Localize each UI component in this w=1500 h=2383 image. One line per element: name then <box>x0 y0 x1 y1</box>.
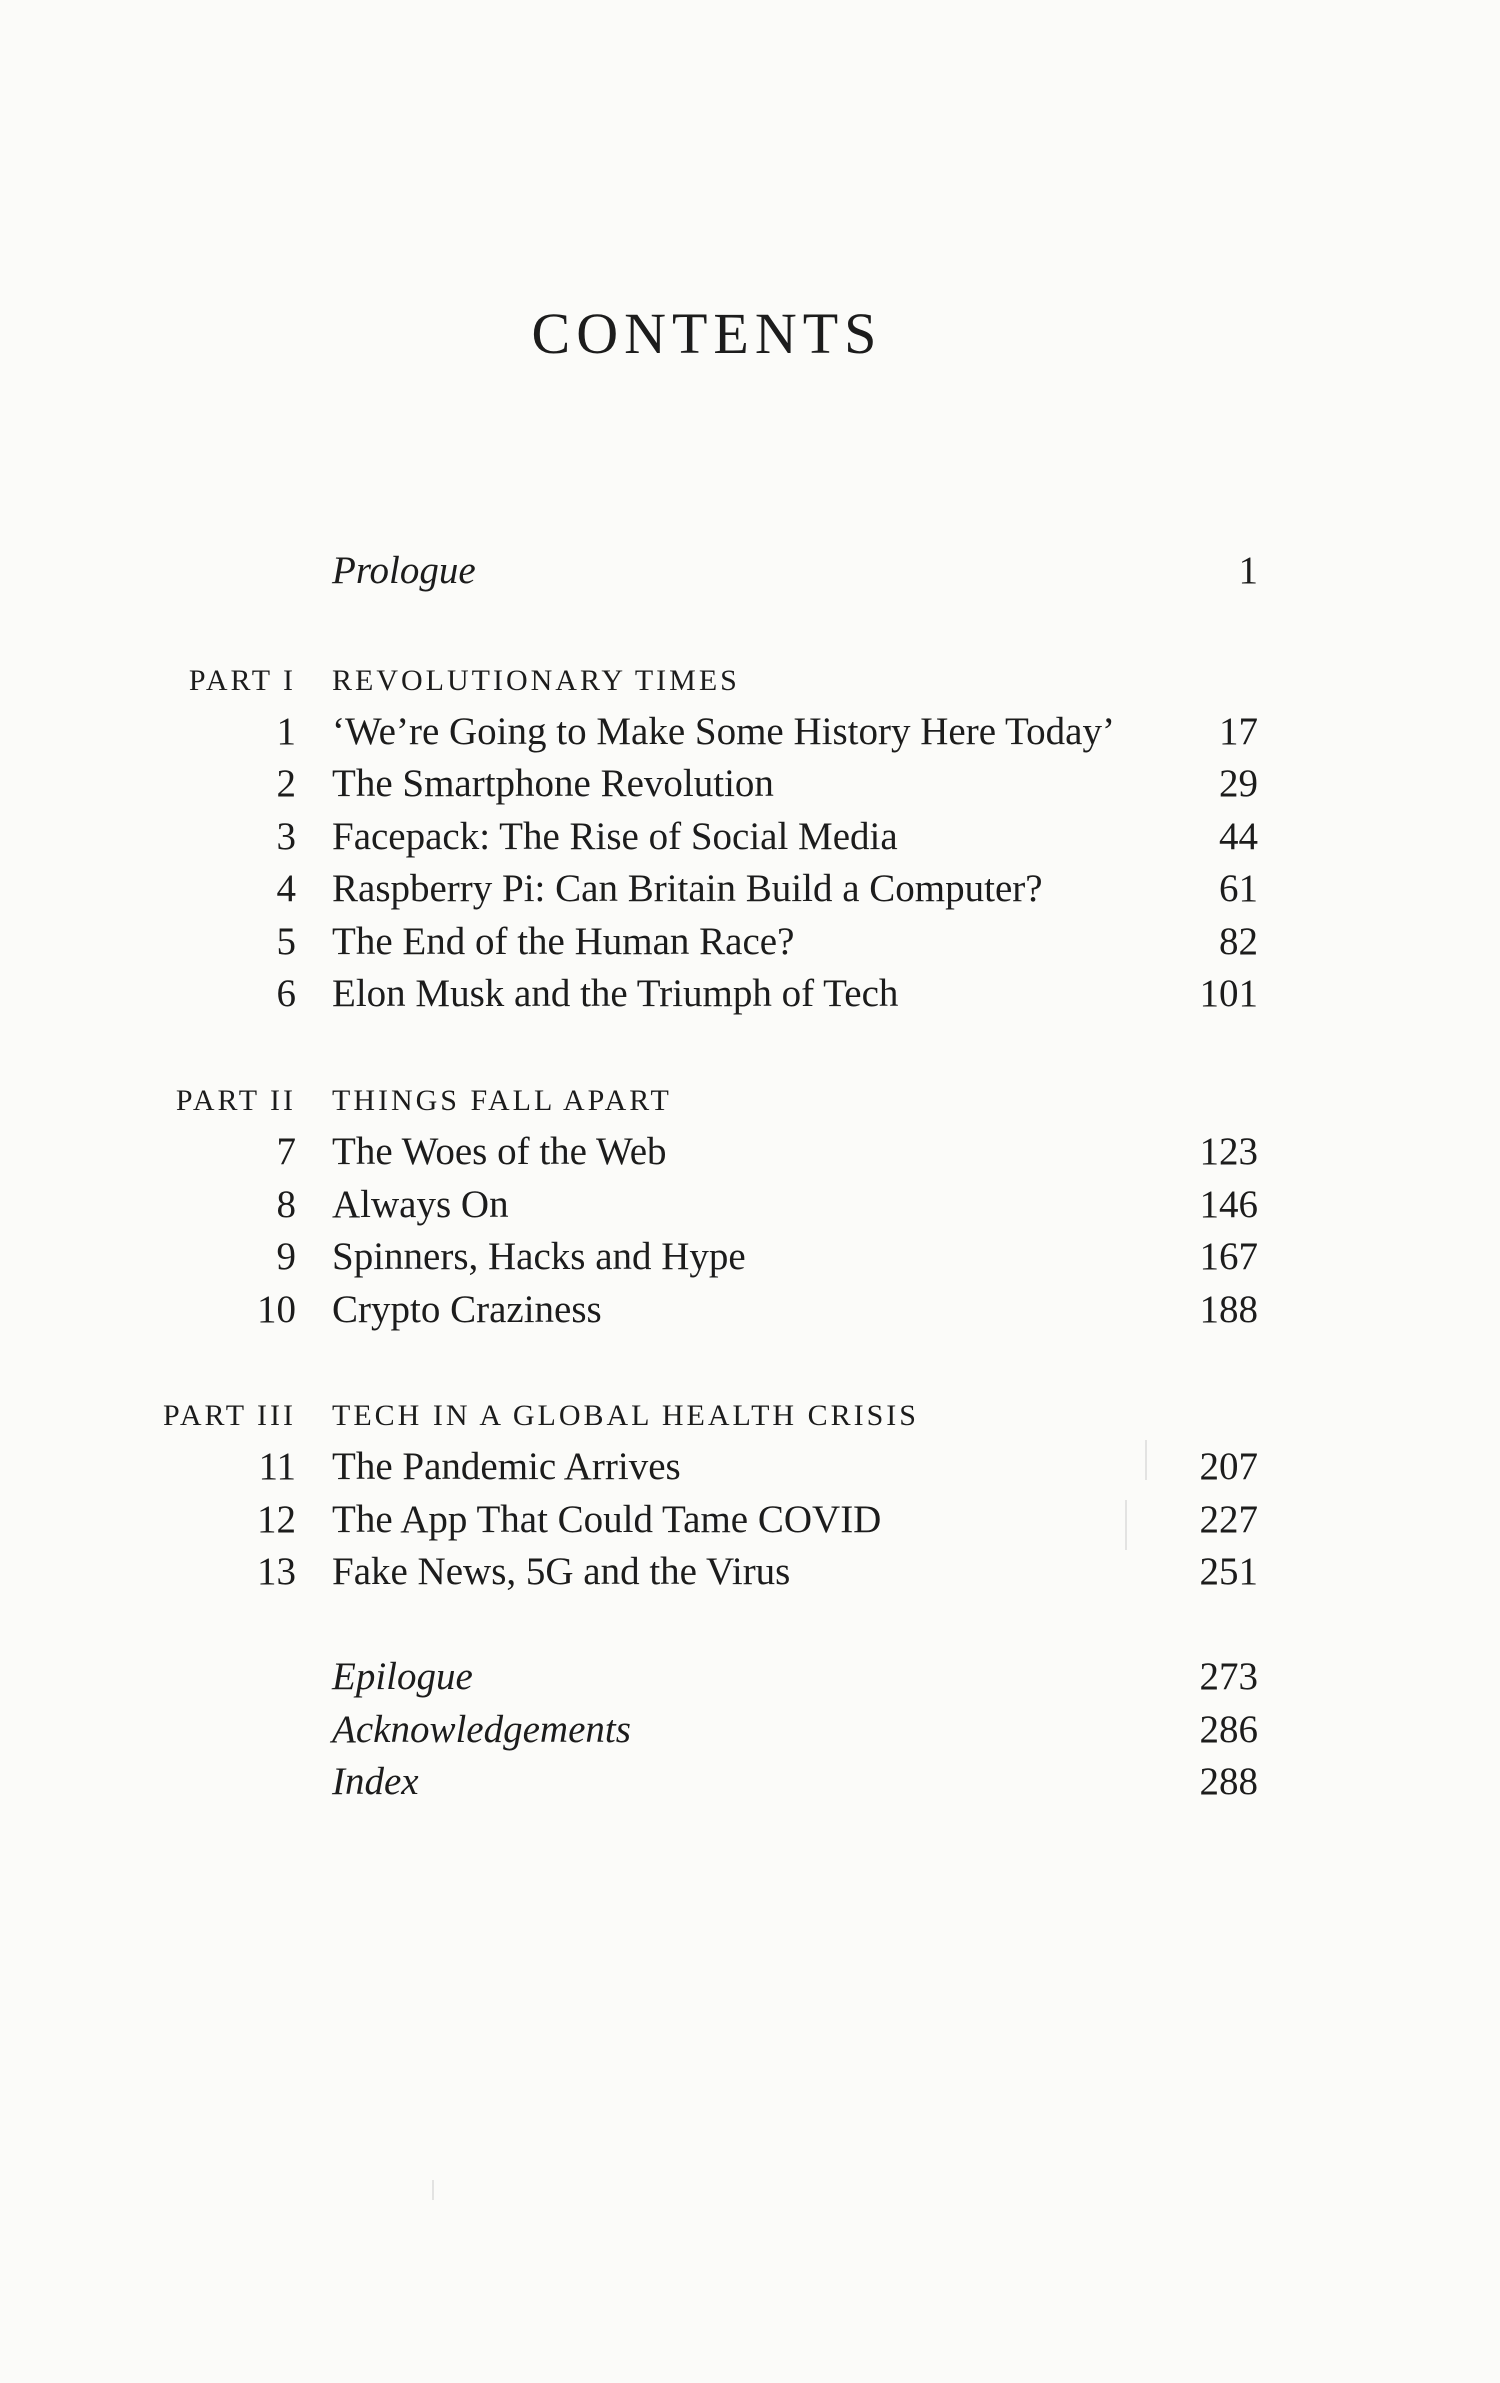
toc-chapter[interactable] <box>0 706 1500 758</box>
chapter-number: 1 <box>276 710 296 753</box>
part-title: TECH IN A GLOBAL HEALTH CRISIS <box>332 1399 919 1432</box>
toc-chapter[interactable] <box>0 863 1500 915</box>
toc-entry-title: Index <box>332 1760 419 1803</box>
toc-chapter[interactable] <box>0 916 1500 968</box>
chapter-number: 6 <box>276 972 296 1015</box>
chapter-page: 227 <box>1199 1498 1258 1541</box>
chapter-number: 12 <box>257 1498 296 1541</box>
chapter-page: 17 <box>1219 710 1258 753</box>
chapter-title: Crypto Craziness <box>332 1288 602 1331</box>
toc-chapter[interactable] <box>0 1494 1500 1546</box>
toc-entry-title: Acknowledgements <box>332 1708 631 1751</box>
chapter-number: 4 <box>276 867 296 910</box>
chapter-page: 188 <box>1199 1288 1258 1331</box>
chapter-page: 61 <box>1219 867 1258 910</box>
part-heading <box>0 1390 1500 1442</box>
chapter-title: Facepack: The Rise of Social Media <box>332 815 898 858</box>
part-label: PART III <box>162 1399 296 1432</box>
toc-entry-page: 286 <box>1199 1708 1258 1751</box>
chapter-page: 251 <box>1199 1550 1258 1593</box>
part-label: PART I <box>188 664 296 697</box>
toc-chapter[interactable] <box>0 1179 1500 1231</box>
chapter-number: 10 <box>257 1288 296 1331</box>
chapter-title: The Smartphone Revolution <box>332 762 774 805</box>
toc-entry-epilogue[interactable] <box>0 1651 1500 1703</box>
chapter-title: The App That Could Tame COVID <box>332 1498 882 1541</box>
chapter-page: 29 <box>1219 762 1258 805</box>
chapter-page: 146 <box>1199 1183 1258 1226</box>
part-heading <box>0 655 1500 707</box>
toc-entry-prologue[interactable] <box>0 545 1500 597</box>
chapter-title: Elon Musk and the Triumph of Tech <box>332 972 899 1015</box>
chapter-page: 101 <box>1199 972 1258 1015</box>
toc-entry-acknowledgements[interactable] <box>0 1704 1500 1756</box>
part-title: REVOLUTIONARY TIMES <box>332 664 740 697</box>
chapter-page: 82 <box>1219 920 1258 963</box>
chapter-page: 167 <box>1199 1235 1258 1278</box>
toc-chapter[interactable] <box>0 1441 1500 1493</box>
chapter-number: 11 <box>258 1445 296 1488</box>
chapter-title: The End of the Human Race? <box>332 920 795 963</box>
chapter-number: 9 <box>276 1235 296 1278</box>
chapter-title: Spinners, Hacks and Hype <box>332 1235 746 1278</box>
chapter-title: The Pandemic Arrives <box>332 1445 681 1488</box>
chapter-number: 7 <box>276 1130 296 1173</box>
chapter-page: 207 <box>1199 1445 1258 1488</box>
chapter-page: 123 <box>1199 1130 1258 1173</box>
toc-entry-page: 273 <box>1199 1655 1258 1698</box>
toc-entry-title: Prologue <box>332 549 476 592</box>
chapter-title: The Woes of the Web <box>332 1130 667 1173</box>
part-heading <box>0 1075 1500 1127</box>
toc-chapter[interactable] <box>0 1231 1500 1283</box>
chapter-number: 13 <box>257 1550 296 1593</box>
toc-chapter[interactable] <box>0 1546 1500 1598</box>
toc-chapter[interactable] <box>0 758 1500 810</box>
chapter-number: 5 <box>276 920 296 963</box>
part-label: PART II <box>175 1084 296 1117</box>
page-title: CONTENTS <box>531 301 883 366</box>
chapter-number: 8 <box>276 1183 296 1226</box>
toc-entry-index[interactable] <box>0 1756 1500 1808</box>
chapter-title: Raspberry Pi: Can Britain Build a Computer? <box>332 867 1043 910</box>
toc-entry-title: Epilogue <box>332 1655 473 1698</box>
chapter-title: Fake News, 5G and the Virus <box>332 1550 791 1593</box>
toc-entry-page: 1 <box>1238 549 1258 592</box>
toc-chapter[interactable] <box>0 1126 1500 1178</box>
chapter-page: 44 <box>1219 815 1258 858</box>
toc-chapter[interactable] <box>0 968 1500 1020</box>
part-title: THINGS FALL APART <box>332 1084 672 1117</box>
chapter-number: 2 <box>276 762 296 805</box>
chapter-number: 3 <box>276 815 296 858</box>
chapter-title: Always On <box>332 1183 509 1226</box>
scan-artifact <box>432 2180 434 2200</box>
toc-chapter[interactable] <box>0 1284 1500 1336</box>
scan-artifact <box>1145 1440 1147 1480</box>
scan-artifact <box>1125 1500 1127 1550</box>
toc-entry-page: 288 <box>1199 1760 1258 1803</box>
toc-chapter[interactable] <box>0 811 1500 863</box>
chapter-title: ‘We’re Going to Make Some History Here Today’ <box>332 710 1115 753</box>
